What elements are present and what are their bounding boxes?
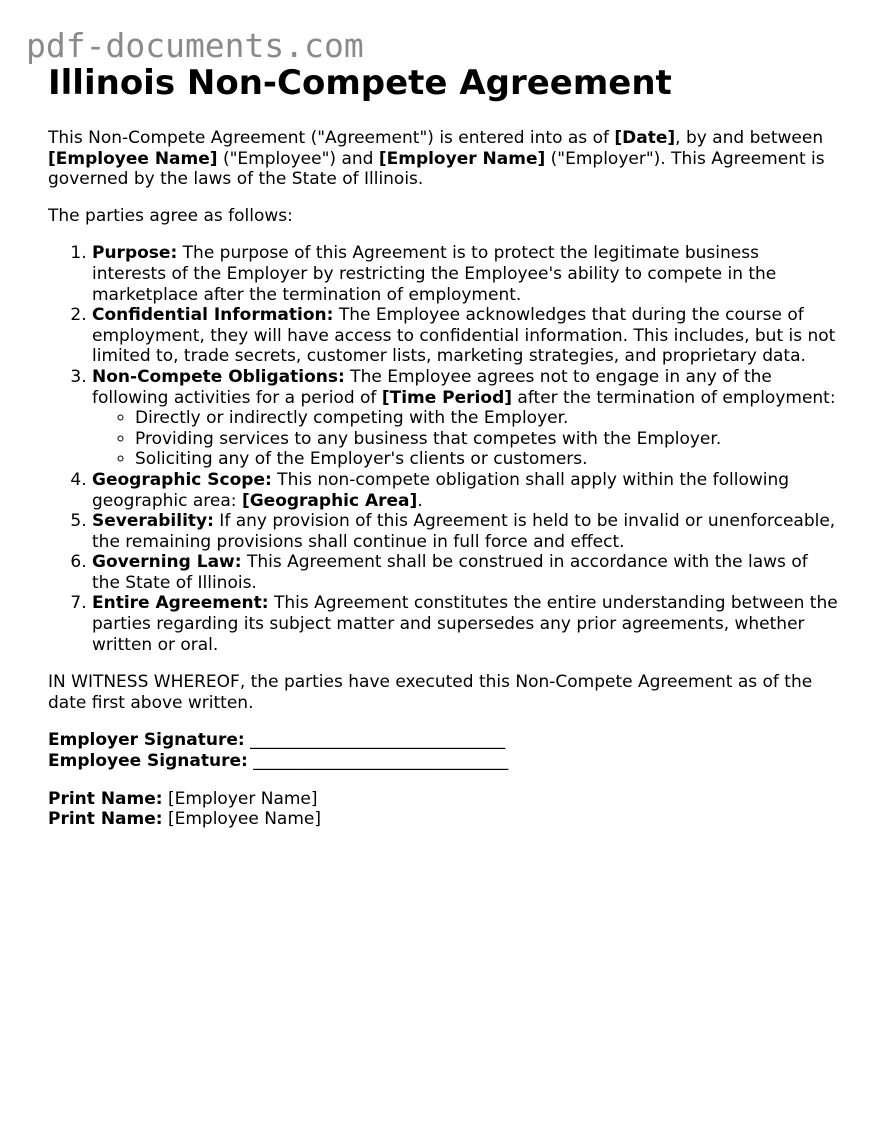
activity-item: ◦ Providing services to any business that competes with the Employer. — [135, 429, 838, 450]
activity-item: ◦ Directly or indirectly competing with the Employer. — [135, 408, 838, 429]
intro-text-3: ("Employee") and — [217, 148, 379, 169]
document-body — [48, 60, 838, 830]
clause-heading: Entire Agreement: — [92, 593, 269, 614]
watermark: pdf-documents.com — [26, 26, 364, 65]
clause-heading: Governing Law: — [92, 552, 242, 573]
employee-name-placeholder: [Employee Name] — [48, 148, 218, 169]
print-name-employer: [Employer Name] — [162, 788, 318, 809]
clause-text: This non-compete obligation shall apply within the following geographic area: — [92, 469, 790, 511]
clause-list — [48, 243, 838, 655]
employee-signature-label: Employee Signature: — [48, 751, 248, 772]
clause-purpose — [92, 243, 838, 305]
clause-entire-agreement — [92, 593, 838, 655]
clause-severability — [92, 511, 838, 552]
clause-non-compete-obligations — [92, 367, 838, 470]
signature-block — [48, 730, 838, 771]
intro-text-4: ("Employer"). This Agreement is governed by the laws of the State of Illinois. — [48, 148, 825, 190]
clause-geographic-scope — [92, 470, 838, 511]
clause-text: If any provision of this Agreement is held to be invalid or unenforceable, the remaining provisions shall continue in full force and effect. — [92, 511, 836, 552]
clause-heading: Confidential Information: — [92, 305, 334, 326]
document-title: Illinois Non-Compete Agreement — [48, 63, 672, 103]
intro-text-2: , by and between — [675, 128, 824, 148]
activity-item: ◦ Soliciting any of the Employer's clients or customers. — [135, 449, 838, 470]
clause-text: This Agreement constitutes the entire understanding between the parties regarding its subject matter and supersedes any prior agreements, whether written or oral. — [92, 593, 838, 655]
activity-list — [92, 408, 838, 470]
lead-paragraph: The parties agree as follows: — [48, 205, 293, 226]
print-name-block — [48, 789, 838, 830]
clause-confidential-information — [92, 305, 838, 367]
print-name-label: Print Name: — [48, 788, 163, 809]
intro-text-1: This Non-Compete Agreement ("Agreement") is entered into as of — [48, 128, 615, 148]
intro-paragraph — [48, 128, 838, 190]
clause-heading: Non-Compete Obligations: — [92, 366, 345, 387]
employer-signature-label: Employer Signature: — [48, 730, 245, 751]
clause-governing-law — [92, 552, 838, 593]
clause-text: The Employee agrees not to engage in any of the following activities for a period of — [92, 366, 772, 408]
clause-text: This Agreement shall be construed in accordance with the laws of the State of Illinois. — [92, 552, 808, 593]
clause-heading: Geographic Scope: — [92, 469, 272, 490]
employee-signature-line: ______________________________ — [247, 751, 509, 772]
clause-heading: Purpose: — [92, 243, 178, 264]
print-name-label: Print Name: — [48, 809, 163, 830]
witness-paragraph: IN WITNESS WHEREOF, the parties have executed this Non-Compete Agreement as of the date first above written. — [48, 672, 813, 713]
employer-signature-line: ______________________________ — [244, 730, 506, 751]
clause-heading: Severability: — [92, 511, 214, 532]
geographic-area-placeholder: [Geographic Area] — [241, 490, 418, 511]
print-name-employee: [Employee Name] — [162, 809, 321, 830]
clause-text: after the termination of employment: — [512, 387, 836, 408]
time-period-placeholder: [Time Period] — [381, 387, 513, 408]
employer-name-placeholder: [Employer Name] — [378, 148, 546, 169]
date-placeholder: [Date] — [614, 128, 676, 148]
clause-text: The Employee acknowledges that during the course of employment, they will have access to confidential information. This includes, but is not limited to, trade secrets, customer lists, marketing strategies, and proprietary data. — [92, 305, 836, 367]
clause-text: The purpose of this Agreement is to protect the legitimate business interests of the Employer by restricting the Employee's ability to compete in the marketplace after the termination of employment. — [92, 243, 777, 305]
clause-text: . — [417, 490, 423, 511]
